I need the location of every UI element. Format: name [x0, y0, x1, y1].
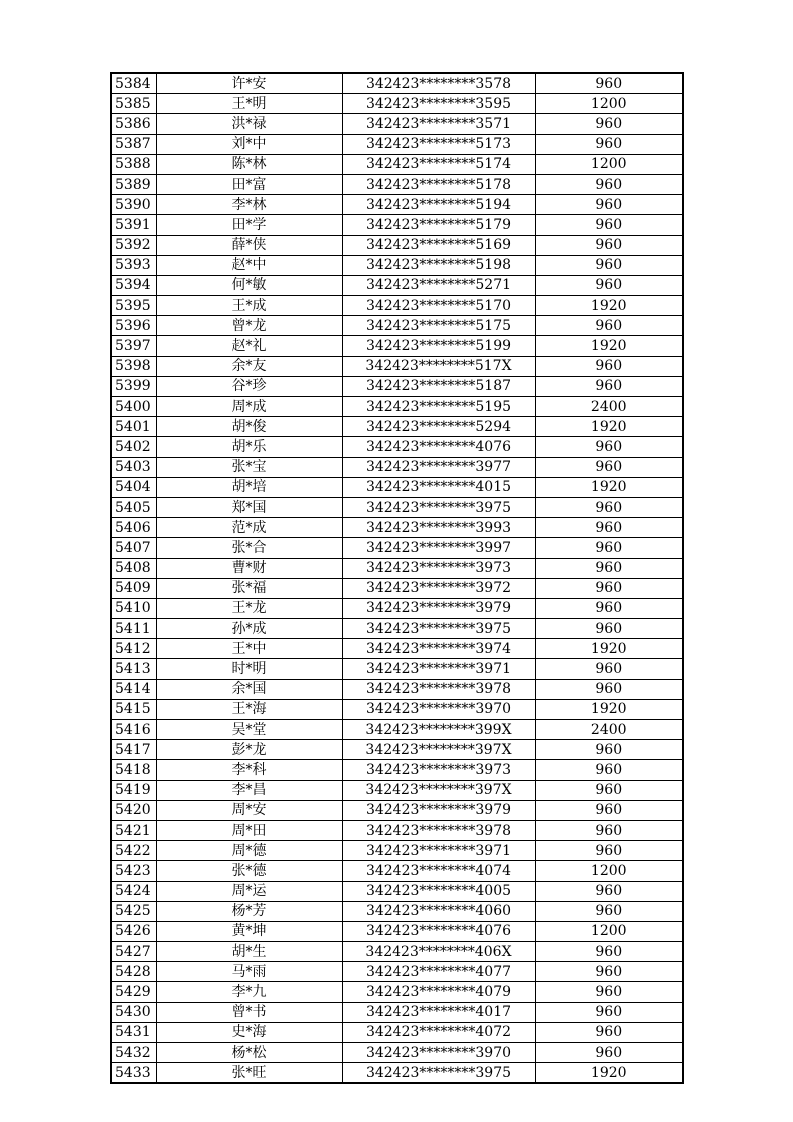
cell-amount: 960: [535, 780, 683, 800]
cell-serial-no: 5394: [111, 275, 156, 295]
cell-id-number: 342423********517X: [342, 356, 535, 376]
cell-name: 周*德: [156, 841, 342, 861]
cell-name: 田*富: [156, 174, 342, 194]
table-row: [111, 316, 683, 336]
cell-name: 周*安: [156, 800, 342, 820]
cell-id-number: 342423********4074: [342, 861, 535, 881]
cell-name: 曾*龙: [156, 316, 342, 336]
cell-amount: 960: [535, 437, 683, 457]
cell-amount: 960: [535, 497, 683, 517]
cell-id-number: 342423********5170: [342, 296, 535, 316]
cell-name: 李*昌: [156, 780, 342, 800]
cell-serial-no: 5410: [111, 598, 156, 618]
cell-id-number: 342423********5169: [342, 235, 535, 255]
cell-serial-no: 5385: [111, 94, 156, 114]
cell-name: 王*海: [156, 699, 342, 719]
cell-amount: 960: [535, 619, 683, 639]
cell-amount: 960: [535, 114, 683, 134]
cell-id-number: 342423********5173: [342, 134, 535, 154]
cell-id-number: 342423********3970: [342, 1043, 535, 1063]
cell-serial-no: 5421: [111, 820, 156, 840]
cell-amount: 960: [535, 679, 683, 699]
cell-name: 孙*成: [156, 619, 342, 639]
cell-serial-no: 5426: [111, 921, 156, 941]
cell-serial-no: 5406: [111, 518, 156, 538]
cell-id-number: 342423********5178: [342, 174, 535, 194]
cell-amount: 960: [535, 195, 683, 215]
cell-name: 张*合: [156, 538, 342, 558]
cell-name: 马*雨: [156, 962, 342, 982]
cell-name: 时*明: [156, 659, 342, 679]
cell-serial-no: 5414: [111, 679, 156, 699]
cell-amount: 960: [535, 215, 683, 235]
table-row: [111, 1043, 683, 1063]
cell-id-number: 342423********3973: [342, 558, 535, 578]
cell-serial-no: 5416: [111, 720, 156, 740]
table-row: [111, 760, 683, 780]
cell-name: 彭*龙: [156, 740, 342, 760]
table-row: [111, 255, 683, 275]
cell-serial-no: 5392: [111, 235, 156, 255]
cell-id-number: 342423********5179: [342, 215, 535, 235]
cell-id-number: 342423********3979: [342, 800, 535, 820]
cell-serial-no: 5427: [111, 942, 156, 962]
cell-id-number: 342423********3571: [342, 114, 535, 134]
cell-amount: 1920: [535, 417, 683, 437]
cell-amount: 960: [535, 659, 683, 679]
cell-amount: 1920: [535, 1063, 683, 1084]
cell-id-number: 342423********5175: [342, 316, 535, 336]
cell-name: 曾*书: [156, 1002, 342, 1022]
cell-id-number: 342423********4079: [342, 982, 535, 1002]
cell-serial-no: 5388: [111, 154, 156, 174]
cell-amount: 1200: [535, 94, 683, 114]
cell-id-number: 342423********4072: [342, 1022, 535, 1042]
cell-amount: 2400: [535, 397, 683, 417]
cell-id-number: 342423********3993: [342, 518, 535, 538]
table-row: [111, 881, 683, 901]
cell-name: 赵*礼: [156, 336, 342, 356]
cell-serial-no: 5411: [111, 619, 156, 639]
cell-amount: 960: [535, 881, 683, 901]
cell-amount: 960: [535, 255, 683, 275]
cell-serial-no: 5401: [111, 417, 156, 437]
cell-amount: 960: [535, 538, 683, 558]
table-row: [111, 1063, 683, 1084]
table-row: [111, 740, 683, 760]
cell-id-number: 342423********5174: [342, 154, 535, 174]
table-row: [111, 336, 683, 356]
cell-amount: 1920: [535, 477, 683, 497]
cell-serial-no: 5425: [111, 901, 156, 921]
cell-id-number: 342423********5187: [342, 376, 535, 396]
table-row: [111, 962, 683, 982]
table-row: [111, 538, 683, 558]
cell-name: 薛*侠: [156, 235, 342, 255]
cell-serial-no: 5420: [111, 800, 156, 820]
cell-amount: 1200: [535, 861, 683, 881]
cell-id-number: 342423********3973: [342, 760, 535, 780]
cell-serial-no: 5428: [111, 962, 156, 982]
table-row: [111, 921, 683, 941]
cell-amount: 960: [535, 942, 683, 962]
cell-name: 余*友: [156, 356, 342, 376]
data-table: [110, 72, 684, 1084]
cell-name: 周*田: [156, 820, 342, 840]
cell-serial-no: 5424: [111, 881, 156, 901]
table-row: [111, 598, 683, 618]
cell-name: 李*林: [156, 195, 342, 215]
table-row: [111, 619, 683, 639]
cell-id-number: 342423********3971: [342, 659, 535, 679]
cell-serial-no: 5418: [111, 760, 156, 780]
table-row: [111, 73, 683, 94]
cell-amount: 960: [535, 174, 683, 194]
table-row: [111, 901, 683, 921]
cell-id-number: 342423********3974: [342, 639, 535, 659]
table-row: [111, 154, 683, 174]
cell-amount: 960: [535, 275, 683, 295]
cell-amount: 960: [535, 800, 683, 820]
table-row: [111, 659, 683, 679]
cell-id-number: 342423********4005: [342, 881, 535, 901]
cell-name: 范*成: [156, 518, 342, 538]
cell-name: 吴*堂: [156, 720, 342, 740]
cell-id-number: 342423********4076: [342, 921, 535, 941]
cell-name: 张*德: [156, 861, 342, 881]
cell-id-number: 342423********3972: [342, 578, 535, 598]
cell-amount: 960: [535, 558, 683, 578]
cell-amount: 960: [535, 316, 683, 336]
cell-amount: 960: [535, 760, 683, 780]
cell-serial-no: 5389: [111, 174, 156, 194]
cell-name: 田*学: [156, 215, 342, 235]
cell-serial-no: 5399: [111, 376, 156, 396]
cell-amount: 1200: [535, 921, 683, 941]
cell-id-number: 342423********4076: [342, 437, 535, 457]
cell-id-number: 342423********3975: [342, 497, 535, 517]
cell-serial-no: 5419: [111, 780, 156, 800]
cell-amount: 1920: [535, 699, 683, 719]
cell-amount: 960: [535, 134, 683, 154]
table-row: [111, 699, 683, 719]
table-row: [111, 437, 683, 457]
cell-id-number: 342423********5195: [342, 397, 535, 417]
cell-amount: 960: [535, 376, 683, 396]
table-row: [111, 376, 683, 396]
table-row: [111, 679, 683, 699]
cell-name: 黄*坤: [156, 921, 342, 941]
cell-serial-no: 5397: [111, 336, 156, 356]
cell-serial-no: 5391: [111, 215, 156, 235]
cell-serial-no: 5422: [111, 841, 156, 861]
cell-name: 胡*乐: [156, 437, 342, 457]
cell-amount: 1920: [535, 296, 683, 316]
table-row: [111, 457, 683, 477]
cell-serial-no: 5431: [111, 1022, 156, 1042]
cell-id-number: 342423********3978: [342, 679, 535, 699]
cell-serial-no: 5412: [111, 639, 156, 659]
table-row: [111, 195, 683, 215]
cell-name: 李*科: [156, 760, 342, 780]
cell-serial-no: 5405: [111, 497, 156, 517]
table-row: [111, 296, 683, 316]
cell-name: 周*运: [156, 881, 342, 901]
cell-serial-no: 5413: [111, 659, 156, 679]
table-row: [111, 235, 683, 255]
cell-serial-no: 5390: [111, 195, 156, 215]
cell-id-number: 342423********3971: [342, 841, 535, 861]
cell-amount: 960: [535, 1022, 683, 1042]
cell-id-number: 342423********5294: [342, 417, 535, 437]
cell-id-number: 342423********3979: [342, 598, 535, 618]
cell-name: 张*旺: [156, 1063, 342, 1084]
cell-name: 谷*珍: [156, 376, 342, 396]
cell-name: 李*九: [156, 982, 342, 1002]
cell-name: 王*龙: [156, 598, 342, 618]
cell-amount: 960: [535, 457, 683, 477]
cell-id-number: 342423********397X: [342, 780, 535, 800]
cell-name: 王*中: [156, 639, 342, 659]
cell-id-number: 342423********4060: [342, 901, 535, 921]
cell-name: 胡*俊: [156, 417, 342, 437]
cell-id-number: 342423********3978: [342, 820, 535, 840]
cell-amount: 960: [535, 578, 683, 598]
table-row: [111, 215, 683, 235]
cell-amount: 960: [535, 820, 683, 840]
cell-amount: 960: [535, 73, 683, 94]
cell-id-number: 342423********406X: [342, 942, 535, 962]
cell-amount: 2400: [535, 720, 683, 740]
cell-serial-no: 5423: [111, 861, 156, 881]
cell-serial-no: 5400: [111, 397, 156, 417]
cell-id-number: 342423********3997: [342, 538, 535, 558]
cell-serial-no: 5393: [111, 255, 156, 275]
cell-name: 余*国: [156, 679, 342, 699]
cell-name: 王*成: [156, 296, 342, 316]
cell-name: 杨*松: [156, 1043, 342, 1063]
table-row: [111, 1002, 683, 1022]
cell-name: 胡*培: [156, 477, 342, 497]
cell-amount: 960: [535, 962, 683, 982]
cell-name: 史*海: [156, 1022, 342, 1042]
cell-name: 胡*生: [156, 942, 342, 962]
cell-serial-no: 5432: [111, 1043, 156, 1063]
cell-amount: 960: [535, 518, 683, 538]
cell-id-number: 342423********5199: [342, 336, 535, 356]
cell-serial-no: 5395: [111, 296, 156, 316]
cell-id-number: 342423********3970: [342, 699, 535, 719]
table-row: [111, 174, 683, 194]
table-row: [111, 417, 683, 437]
cell-id-number: 342423********5198: [342, 255, 535, 275]
cell-name: 陈*林: [156, 154, 342, 174]
cell-serial-no: 5433: [111, 1063, 156, 1084]
cell-amount: 960: [535, 982, 683, 1002]
table-row: [111, 518, 683, 538]
cell-name: 赵*中: [156, 255, 342, 275]
table-row: [111, 841, 683, 861]
cell-serial-no: 5398: [111, 356, 156, 376]
cell-id-number: 342423********4015: [342, 477, 535, 497]
cell-id-number: 342423********3975: [342, 1063, 535, 1084]
table-row: [111, 720, 683, 740]
cell-serial-no: 5402: [111, 437, 156, 457]
cell-amount: 960: [535, 235, 683, 255]
cell-name: 张*宝: [156, 457, 342, 477]
cell-id-number: 342423********3595: [342, 94, 535, 114]
table-row: [111, 861, 683, 881]
cell-amount: 960: [535, 740, 683, 760]
table-row: [111, 134, 683, 154]
table-row: [111, 477, 683, 497]
cell-id-number: 342423********397X: [342, 740, 535, 760]
cell-serial-no: 5429: [111, 982, 156, 1002]
cell-amount: 960: [535, 1002, 683, 1022]
cell-amount: 960: [535, 841, 683, 861]
cell-serial-no: 5403: [111, 457, 156, 477]
cell-name: 杨*芳: [156, 901, 342, 921]
cell-id-number: 342423********4017: [342, 1002, 535, 1022]
cell-serial-no: 5409: [111, 578, 156, 598]
cell-id-number: 342423********3578: [342, 73, 535, 94]
cell-serial-no: 5386: [111, 114, 156, 134]
cell-serial-no: 5384: [111, 73, 156, 94]
table-row: [111, 356, 683, 376]
cell-id-number: 342423********3975: [342, 619, 535, 639]
table-row: [111, 800, 683, 820]
table-row: [111, 114, 683, 134]
cell-id-number: 342423********5271: [342, 275, 535, 295]
table-body: [111, 73, 683, 1083]
cell-serial-no: 5430: [111, 1002, 156, 1022]
table-row: [111, 397, 683, 417]
cell-name: 王*明: [156, 94, 342, 114]
table-row: [111, 558, 683, 578]
cell-serial-no: 5407: [111, 538, 156, 558]
cell-serial-no: 5396: [111, 316, 156, 336]
cell-name: 张*福: [156, 578, 342, 598]
table-row: [111, 94, 683, 114]
table-row: [111, 820, 683, 840]
cell-amount: 960: [535, 1043, 683, 1063]
cell-amount: 1200: [535, 154, 683, 174]
cell-id-number: 342423********3977: [342, 457, 535, 477]
cell-name: 洪*禄: [156, 114, 342, 134]
table-row: [111, 982, 683, 1002]
cell-amount: 960: [535, 901, 683, 921]
cell-amount: 960: [535, 598, 683, 618]
cell-serial-no: 5415: [111, 699, 156, 719]
cell-id-number: 342423********399X: [342, 720, 535, 740]
cell-name: 何*敏: [156, 275, 342, 295]
cell-id-number: 342423********4077: [342, 962, 535, 982]
cell-amount: 1920: [535, 639, 683, 659]
table-row: [111, 497, 683, 517]
cell-name: 许*安: [156, 73, 342, 94]
table-row: [111, 639, 683, 659]
cell-name: 刘*中: [156, 134, 342, 154]
table-row: [111, 578, 683, 598]
table-row: [111, 942, 683, 962]
table-row: [111, 275, 683, 295]
table-row: [111, 780, 683, 800]
cell-serial-no: 5387: [111, 134, 156, 154]
cell-name: 郑*国: [156, 497, 342, 517]
cell-name: 曹*财: [156, 558, 342, 578]
cell-id-number: 342423********5194: [342, 195, 535, 215]
cell-amount: 1920: [535, 336, 683, 356]
table-row: [111, 1022, 683, 1042]
cell-amount: 960: [535, 356, 683, 376]
cell-serial-no: 5417: [111, 740, 156, 760]
cell-name: 周*成: [156, 397, 342, 417]
cell-serial-no: 5404: [111, 477, 156, 497]
cell-serial-no: 5408: [111, 558, 156, 578]
